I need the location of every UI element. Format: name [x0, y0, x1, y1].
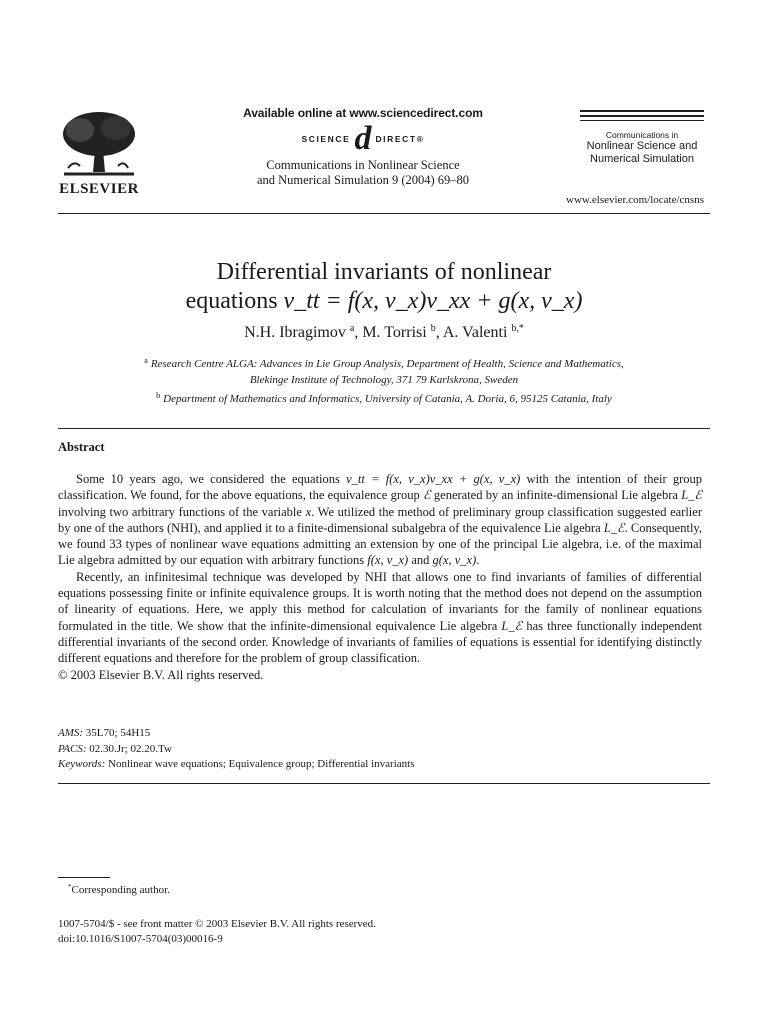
author-affil-mark: b,* [511, 323, 524, 334]
author-name: N.H. Ibragimov [244, 324, 346, 341]
footnote-divider [58, 877, 110, 878]
abstract-paragraph: Some 10 years ago, we considered the equations v_tt = f(x, v_x)v_xx + g(x, v_x) with the intention of their group classification. We found, for the above equations, the equivalence group ℰ generated by an infinite-dimensional Lie algebra L_ℰ involving two arbitrary functions of the variable x. We utilized the method of preliminary group classification suggested earlier by one of the authors (NHI), and applied it to a finite-dimensional subalgebra of the equivalence Lie algebra L_ℰ. Consequently, we found 33 types of nonlinear wave equations admitting an extension by one of the principal Lie algebra, i.e. of the maximal Lie algebra admitted by our equation with arbitrary functions f(x, v_x) and g(x, v_x). [58, 472, 703, 568]
inline-symbol: ℰ [423, 488, 431, 503]
footnote-mark: * [68, 883, 72, 891]
title-prefix: equations [185, 288, 284, 314]
author-name: M. Torrisi [362, 324, 427, 341]
journal-reference [200, 158, 526, 188]
abstract-top-divider [58, 428, 710, 429]
affiliation-a-cont: Blekinge Institute of Technology, 371 79 Karlskrona, Sweden [249, 374, 519, 386]
sciencedirect-header [200, 106, 526, 188]
elsevier-logo [58, 110, 140, 198]
journal-logo-line1: Nonlinear Science and [586, 140, 698, 152]
logo-rule [580, 115, 704, 117]
sd-right-text: DIRECT® [375, 134, 425, 144]
inline-equation: v_tt = f(x, v_x)v_xx + g(x, v_x) [346, 472, 521, 486]
journal-url-link[interactable]: www.elsevier.com/locate/cnsns [566, 194, 704, 206]
affiliation-b [58, 388, 710, 407]
classification-codes [58, 726, 415, 773]
issn-line: 1007-5704/$ - see front matter © 2003 Elsevier B.V. All rights reserved. [58, 918, 376, 930]
title-line1: Differential invariants of nonlinear [216, 259, 552, 285]
logo-rule [580, 110, 704, 112]
author-name: A. Valenti [442, 324, 508, 341]
affil-mark: a [144, 356, 148, 365]
abstract-heading: Abstract [58, 440, 105, 454]
author-affil-mark: a [349, 323, 355, 334]
affiliation-a [58, 353, 710, 372]
abstract-bottom-divider [58, 783, 710, 784]
available-online-text: Available online at www.sciencedirect.com [243, 106, 483, 120]
affiliations [58, 353, 710, 407]
pacs-codes: PACS: 02.30.Jr; 02.20.Tw [58, 742, 172, 755]
affil-text: Research Centre ALGA: Advances in Lie Group Analysis, Department of Health, Science and Mathematics, [150, 358, 624, 370]
sd-mark-icon: d [354, 120, 372, 157]
keywords: Keywords: Nonlinear wave equations; Equivalence group; Differential invariants [58, 758, 415, 770]
journal-logo-line2: Numerical Simulation [590, 153, 694, 165]
inline-symbol: L_ℰ [603, 520, 625, 535]
corresponding-author-note [68, 883, 170, 896]
header-divider [58, 213, 710, 214]
paper-title [58, 258, 710, 316]
affil-text: Department of Mathematics and Informatics, University of Catania, A. Doria, 6, 95125 Catania, Italy [163, 393, 612, 405]
inline-symbol: g(x, v_x) [432, 553, 477, 568]
doi-line: doi:10.1016/S1007-5704(03)00016-9 [58, 933, 223, 945]
title-line2 [58, 287, 710, 316]
journal-ref-line1: Communications in Nonlinear Science [266, 158, 460, 172]
copyright-line: © 2003 Elsevier B.V. All rights reserved. [58, 667, 264, 682]
front-matter-info [58, 917, 376, 947]
inline-symbol: L_ℰ [501, 618, 523, 633]
ams-codes: AMS: 35L70; 54H15 [58, 727, 151, 739]
journal-logo-small: Communications in [605, 130, 679, 140]
logo-rule [580, 120, 704, 122]
journal-logo [580, 110, 704, 166]
abstract-body [58, 471, 702, 683]
abstract-paragraph: Recently, an infinitesimal technique was developed by NHI that allows one to find invariants of families of differential equations possessing finite or infinite equivalence groups. It is worth noting that the method does not depend on the assumption of linearity of equations. Here, we apply this method for calculation of invariants for the family of nonlinear equations formulated in the title. We show that the infinite-dimensional equivalence Lie algebra L_ℰ has three functionally independent differential invariants of the second order. Knowledge of invariants of families of equations is essential for identifying distinctly different equations and therefore for the problem of group classification. [58, 569, 703, 666]
footnote-text: Corresponding author. [71, 884, 170, 896]
publisher-name: ELSEVIER [59, 181, 139, 197]
sd-left-text: SCIENCE [301, 134, 351, 144]
author-list: N.H. Ibragimov $^a$, M. Torrisi $^b$, A. Valenti $^{b,*}$ [244, 323, 524, 341]
author-affil-mark: b [430, 323, 436, 334]
inline-symbol: f(x, v_x) [367, 553, 409, 568]
inline-symbol: x [305, 504, 312, 519]
inline-symbol: L_ℰ [681, 488, 702, 503]
journal-ref-line2: and Numerical Simulation 9 (2004) 69–80 [256, 173, 470, 187]
tree-logo-icon [58, 110, 140, 180]
title-equation: v_tt = f(x, v_x)v_xx + g(x, v_x) [283, 288, 583, 314]
affil-mark: b [156, 391, 161, 400]
sciencedirect-logo [200, 122, 526, 156]
